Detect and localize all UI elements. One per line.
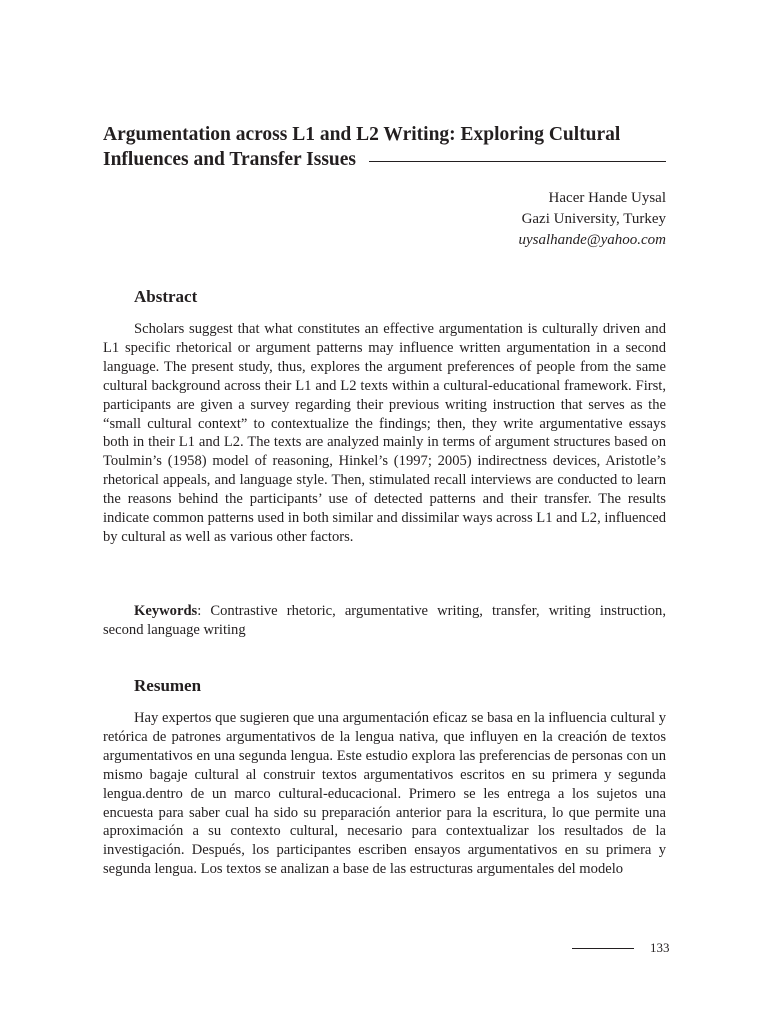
page-number: 133 [650,940,670,955]
resumen-text: Hay expertos que sugieren que una argumentación eficaz se basa en la influencia cultural y retórica de patrones argumentativos de la lengua nativa, que influyen en la creación de textos argumentativos en una segunda lengua. Este estudio explora las preferencias de personas con un mismo bagaje cultural al construir textos argumentativos escritos en su primera y segunda lengua.dentro de un marco cultural-educacional. Primero se les entrega a los sujetos una encuesta para saber cual ha sido su preparación anterior para la escritura, lo que permite una aproximación a su contexto cultural, necesario para contextualizar los resultados de la investigación. Después, los participantes escriben ensayos argumentativos en su primera y segunda lengua. Los textos se analizan a base de las estructuras argumentales del modelo [103,710,666,878]
paper-title [103,122,666,172]
keywords-label: Keywords [134,603,198,619]
author-email: uysalhande@yahoo.com [518,232,666,248]
footer-rule [572,948,634,949]
author-name: Hacer Hande Uysal [548,190,666,206]
keywords-text: : Contrastive rhetoric, argumentative writing, transfer, writing instruction, second language writing [103,603,666,638]
author-block [518,188,666,251]
title-line-1: Argumentation across L1 and L2 Writing: Exploring Cultural [103,124,621,145]
title-line-2: Influences and Transfer Issues [103,149,357,170]
abstract-heading: Abstract [134,287,198,306]
author-affiliation: Gazi University, Turkey [521,211,666,227]
title-rule [369,161,666,162]
keywords [103,602,666,640]
resumen-heading: Resumen [134,676,202,695]
title-line-2-row [103,147,666,172]
page-footer [572,940,672,956]
abstract-text: Scholars suggest that what constitutes an effective argumentation is culturally driven and L1 specific rhetorical or argument patterns may influence written argumentation in a second language. The present study, thus, explores the argument preferences of people from the same cultural background across their L1 and L2 texts within a cultural-educational framework. First, participants are given a survey regarding their previous writing instruction that serves as the “small cultural context” to contextualize the findings; then, they write argumentative essays both in their L1 and L2. The texts are analyzed mainly in terms of argument structures based on Toulmin’s (1958) model of reasoning, Hinkel’s (1997; 2005) indirectness devices, Aristotle’s rhetorical appeals, and language style. Then, stimulated recall interviews are conducted to learn the reasons behind the participants’ use of detected patterns and their transfer. The results indicate common patterns used in both similar and dissimilar ways across L1 and L2, influenced by cultural as well as various other factors. [103,321,666,545]
